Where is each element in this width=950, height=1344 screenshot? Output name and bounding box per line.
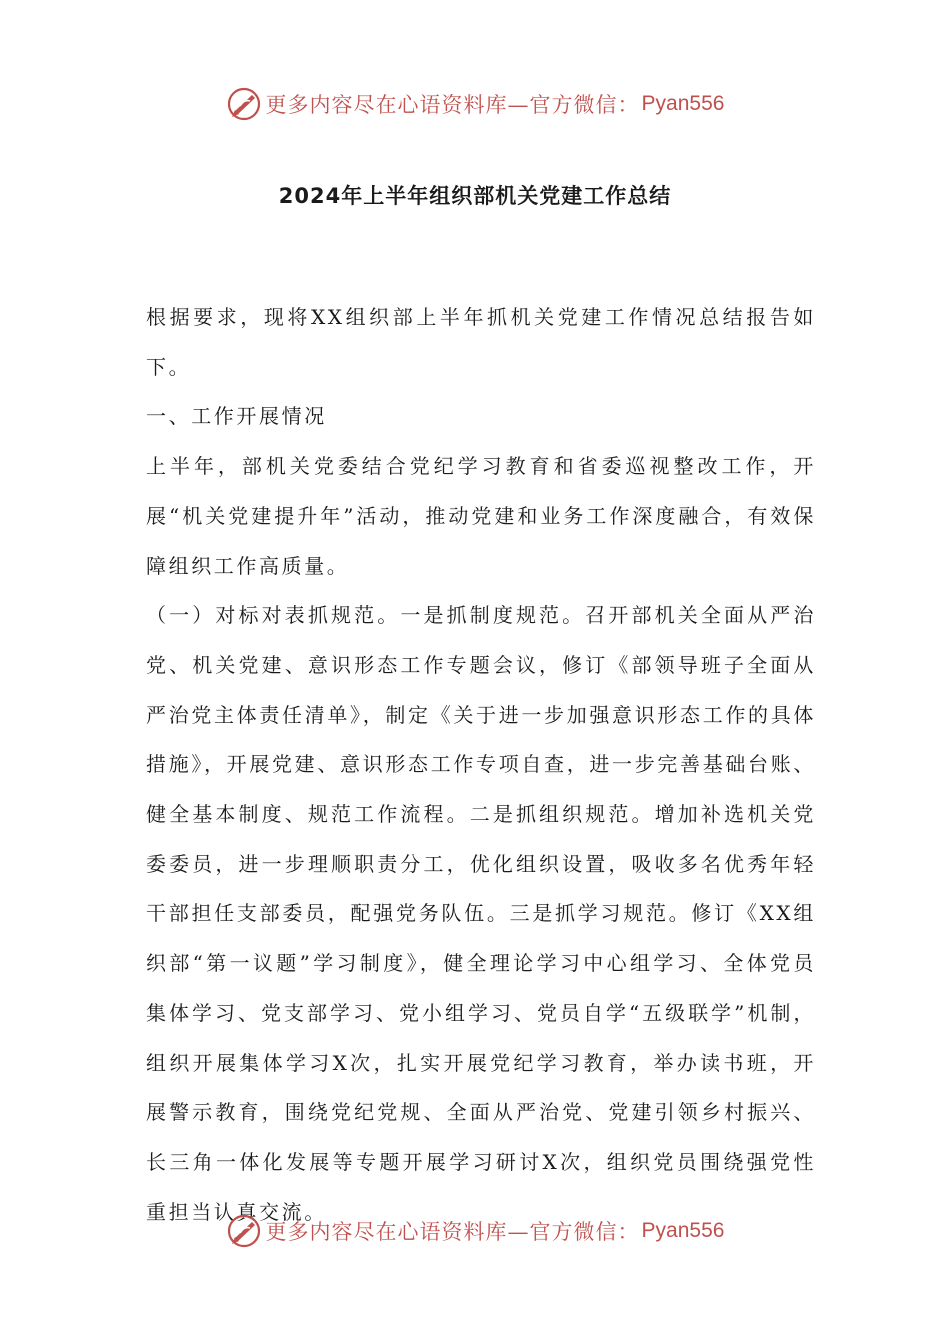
footer-watermark [0,1211,950,1251]
watermark-wechat-id: Pyan556 [641,92,725,115]
watermark-text: 更多内容尽在心语资料库—官方微信： [265,1220,640,1244]
pen-logo-icon [226,86,262,122]
document-body [146,293,816,1237]
intro-paragraph: 根据要求，现将XX组织部上半年抓机关党建工作情况总结报告如下。 [146,305,816,379]
pen-logo-icon [226,1213,262,1249]
body-paragraph: 上半年，部机关党委结合党纪学习教育和省委巡视整改工作，开展“机关党建提升年”活动，推动党建和业务工作深度融合，有效保障组织工作高质量。 [146,454,816,578]
body-paragraph: （一）对标对表抓规范。一是抓制度规范。召开部机关全面从严治党、机关党建、意识形态工作专题会议，修订《部领导班子全面从严治党主体责任清单》，制定《关于进一步加强意识形态工作的具体措施》，开展党建、意识形态工作专项自查，进一步完善基础台账、健全基本制度、规范工作流程。二是抓组织规范。增加补选机关党委委员，进一步理顺职责分工，优化组织设置，吸收多名优秀年轻干部担任支部委员，配强党务队伍。三是抓学习规范。修订《XX组织部“第一议题”学习制度》，健全理论学习中心组学习、全体党员集体学习、党支部学习、党小组学习、党员自学“五级联学”机制，组织开展集体学习X次，扎实开展党纪学习教育，举办读书班，开展警示教育，围绕党纪党规、全面从严治党、党建引领乡村振兴、长三角一体化发展等专题开展学习研讨X次，组织党员围绕强党性重担当认真交流。 [146,603,816,1224]
watermark-text: 更多内容尽在心语资料库—官方微信： [265,93,640,117]
watermark-wechat-id: Pyan556 [641,1219,725,1242]
section-heading: 一、工作开展情况 [146,404,327,429]
header-watermark [0,84,950,124]
document-title: 2024年上半年组织部机关党建工作总结 [278,184,672,208]
